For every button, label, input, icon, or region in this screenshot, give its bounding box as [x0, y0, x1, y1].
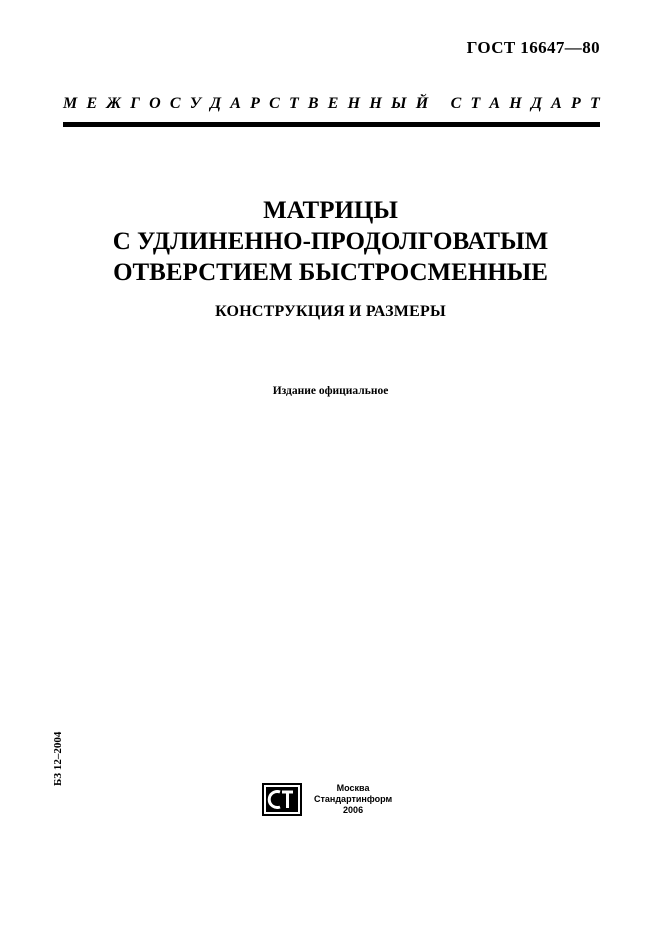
category-letter: Д [530, 95, 542, 112]
category-letter: Н [347, 95, 361, 112]
category-letter: А [551, 95, 562, 112]
category-letter: Ж [106, 95, 121, 112]
category-letter: Р [570, 95, 581, 112]
publisher-text [314, 783, 392, 816]
side-code: БЗ 12–2004 [52, 731, 64, 786]
category-letter: С [269, 95, 280, 112]
document-code: ГОСТ 16647—80 [466, 38, 600, 57]
category-letter: Т [470, 95, 481, 112]
category-letter: Н [369, 95, 382, 112]
category-letter: У [189, 95, 201, 112]
publisher-name: Стандартинформ [314, 794, 393, 804]
category-letter: Т [589, 95, 600, 112]
category-letter: С [450, 95, 462, 112]
publisher-city: Москва [336, 783, 370, 793]
category-letter: В [307, 95, 319, 112]
standartinform-logo-icon [262, 783, 302, 816]
category-letter: Д [210, 95, 221, 112]
category-space [437, 95, 441, 113]
title-line-3: ОТВЕРСТИЕМ БЫСТРОСМЕННЫЕ [113, 259, 548, 286]
category-letter: Т [288, 95, 299, 112]
category-letter: Й [415, 95, 429, 112]
category-letter: Р [250, 95, 260, 112]
category-letter: Н [509, 95, 522, 112]
publisher-block [262, 783, 392, 816]
category-letter: С [169, 95, 181, 112]
category-letter: Ы [390, 95, 407, 112]
publisher-year: 2006 [343, 805, 364, 815]
category-letter: О [149, 95, 161, 112]
document-title [0, 195, 661, 288]
title-line-2: С УДЛИНЕННО-ПРОДОЛГОВАТЫМ [112, 228, 549, 255]
category-letter: Г [130, 95, 140, 112]
edition-note: Издание официальное [272, 385, 389, 397]
category-letter: Е [327, 95, 339, 112]
standard-category [63, 95, 600, 113]
header-rule [63, 122, 600, 127]
category-letter: Е [86, 95, 98, 112]
document-subtitle: КОНСТРУКЦИЯ И РАЗМЕРЫ [215, 303, 446, 320]
category-letter: М [63, 95, 78, 112]
title-line-1: МАТРИЦЫ [263, 197, 398, 224]
category-letter: А [230, 95, 241, 112]
category-letter: А [489, 95, 501, 112]
